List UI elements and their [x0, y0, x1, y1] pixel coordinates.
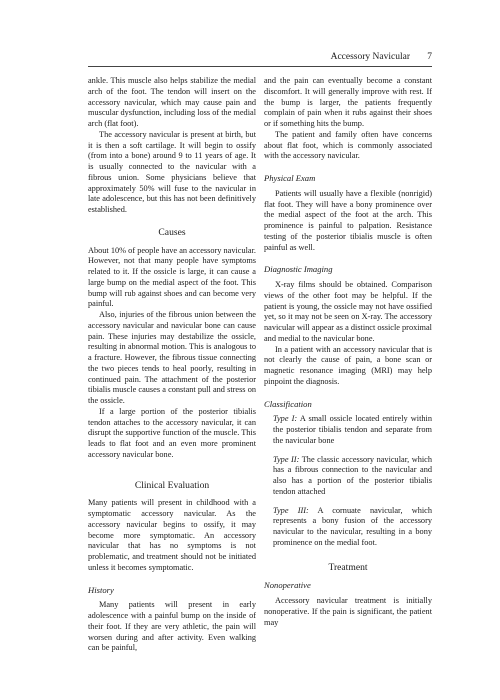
paragraph: Many patients will present in childhood with a symptomatic accessory navicular. As the accessory navicular begins to ossify, it may become more symptomatic. An accessory navicular that has no symptoms is not problematic, and treatment should not be initiated unless it becomes symptomatic. — [88, 498, 256, 572]
paragraph: and the pain can eventually become a constant discomfort. It will generally improve with rest. If the bump is larger, the patients frequently complain of pain when it rubs against their shoes or if something hits the bump. — [264, 76, 432, 128]
paragraph: Accessory navicular treatment is initially nonoperative. If the pain is significant, the patient may — [264, 596, 432, 627]
paragraph: X-ray films should be obtained. Comparison views of the other foot may be helpful. If the patient is young, the ossicle may not have ossified yet, so it may not be seen on X-ray. The accessory navicular will appear as a distinct ossicle proximal and medial to the navicular bone. — [264, 280, 432, 343]
right-column — [264, 76, 432, 628]
page-number: 7 — [427, 52, 432, 62]
subheading-physical-exam: Physical Exam — [264, 173, 316, 183]
paragraph: Patients will usually have a flexible (nonrigid) flat foot. They will have a bony prominence over the medial aspect of the foot at the arch. This prominence is painful to palpation. Resistance testing of the posterior tibialis muscle is often painful as well. — [264, 188, 432, 252]
paragraph: ankle. This muscle also helps stabilize the medial arch of the foot. The tendon will insert on the accessory navicular, which may cause pain and muscular dysfunction, including loss of the medial arch (flat foot). — [88, 76, 256, 128]
running-title: Accessory Navicular — [330, 52, 410, 62]
subheading-diagnostic-imaging: Diagnostic Imaging — [264, 264, 333, 275]
paragraph: If a large portion of the posterior tibialis tendon attaches to the accessory navicular, it can disrupt the supportive function of the muscle. This leads to flat foot and an even more prominent accessory navicular bone. — [88, 406, 256, 459]
paragraph: Many patients will present in early adolescence with a painful bump on the inside of their foot. If they are very athletic, the pain will worsen during and after activity. Even walking can be painful, — [88, 600, 256, 653]
paragraph: About 10% of people have an accessory navicular. However, not that many people have symptoms related to it. If the ossicle is large, it can cause a large bump on the medial aspect of the foot. This bump will rub against shoes and can become very painful. — [88, 245, 256, 309]
paragraph: Also, injuries of the fibrous union between the accessory navicular and navicular bone can cause pain. These injuries may destabilize the ossicle, resulting in abnormal motion. This is analogous to a fracture. However, the fibrous tissue connecting the two pieces tends to heal poorly, resulting in continued pain. The attachment of the posterior tibialis muscle causes a constant pull and stress on the ossicle. — [88, 310, 256, 405]
paragraph: The accessory navicular is present at birth, but it is then a soft cartilage. It will begin to ossify (from into a bone) around 9 to 11 years of age. It is usually connected to the navicular with a fibrous union. Some physicians believe that approximately 50% will fuse to the navicular in late adolescence, but this has not been definitively established. — [88, 129, 256, 214]
classification-label: Type III: — [273, 505, 309, 515]
section-heading-treatment: Treatment — [328, 561, 368, 573]
running-header — [88, 50, 432, 67]
paragraph: The patient and family often have concerns about flat foot, which is commonly associated with the accessory navicular. — [264, 129, 432, 161]
subheading-classification: Classification — [264, 398, 312, 409]
classification-item — [264, 506, 432, 549]
paragraph: In a patient with an accessory navicular that is not clearly the cause of pain, a bone scan or magnetic resonance imaging (MRI) may help pinpoint the diagnosis. — [264, 344, 432, 386]
subheading-nonoperative: Nonoperative — [264, 580, 311, 591]
classification-label: Type I: — [273, 414, 298, 424]
subheading-history: History — [88, 584, 114, 595]
classification-item — [264, 455, 432, 498]
section-heading-clinical-evaluation: Clinical Evaluation — [134, 479, 210, 491]
classification-text: The classic accessory navicular, which has a fibrous connection to the navicular and also has a portion of the posterior tibialis tendon attached — [273, 454, 433, 496]
classification-item — [264, 414, 432, 446]
classification-label: Type II: — [273, 454, 300, 464]
left-column — [88, 76, 256, 654]
section-heading-causes: Causes — [158, 226, 186, 238]
classification-text: A cornuate navicular, which represents a bony fusion of the accessory navicular to the navicular, resulting in a bony prominence on the medial foot. — [273, 505, 433, 547]
classification-text: A small ossicle located entirely within the posterior tibialis tendon and separate from the navicular bone — [273, 414, 432, 445]
